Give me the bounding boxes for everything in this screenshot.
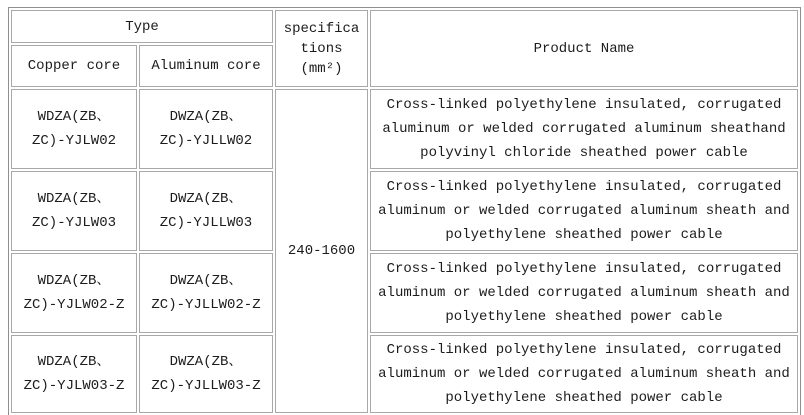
- product-name-cell: Cross-linked polyethylene insulated, corrugated aluminum or welded corrugated aluminum sheath and polyethylene sheathed power cable: [370, 335, 798, 413]
- copper-core-code-line: WDZA(ZB、: [37, 191, 111, 207]
- header-aluminum-core: Aluminum core: [139, 45, 273, 87]
- aluminum-core-code-line: ZC)-YJLLW02-Z: [151, 297, 261, 313]
- aluminum-core-code-line: ZC)-YJLLW03-Z: [151, 378, 261, 394]
- copper-core-code: [11, 89, 137, 169]
- copper-core-code-line: WDZA(ZB、: [37, 273, 111, 289]
- copper-core-code: [11, 335, 137, 413]
- header-type: Type: [11, 10, 273, 43]
- aluminum-core-code-line: DWZA(ZB、: [169, 273, 243, 289]
- copper-core-code: [11, 253, 137, 333]
- header-specifications-line: tions: [300, 40, 343, 57]
- header-product-name: Product Name: [370, 10, 798, 87]
- copper-core-code-line: ZC)-YJLW02: [31, 133, 116, 149]
- specifications-value: 240-1600: [275, 89, 368, 413]
- aluminum-core-code: [139, 89, 273, 169]
- copper-core-code-line: WDZA(ZB、: [37, 109, 111, 125]
- copper-core-code-line: WDZA(ZB、: [37, 354, 111, 370]
- product-name-cell: Cross-linked polyethylene insulated, corrugated aluminum or welded corrugated aluminum sheathand polyvinyl chloride sheathed power cable: [370, 89, 798, 169]
- table-row: [11, 171, 798, 251]
- product-name-cell: Cross-linked polyethylene insulated, corrugated aluminum or welded corrugated aluminum sheath and polyethylene sheathed power cable: [370, 253, 798, 333]
- aluminum-core-code: [139, 171, 273, 251]
- header-copper-core: Copper core: [11, 45, 137, 87]
- header-row-1: [11, 10, 798, 43]
- product-name-cell: Cross-linked polyethylene insulated, corrugated aluminum or welded corrugated aluminum sheath and polyethylene sheathed power cable: [370, 171, 798, 251]
- aluminum-core-code-line: DWZA(ZB、: [169, 191, 243, 207]
- copper-core-code: [11, 171, 137, 251]
- aluminum-core-code-line: ZC)-YJLLW03: [159, 215, 253, 231]
- table-row: [11, 253, 798, 333]
- header-specifications: [275, 10, 368, 87]
- aluminum-core-code: [139, 335, 273, 413]
- copper-core-code-line: ZC)-YJLW02-Z: [23, 297, 125, 313]
- header-specifications-line: specifica: [283, 20, 360, 37]
- aluminum-core-code-line: ZC)-YJLLW02: [159, 133, 253, 149]
- table-row: [11, 89, 798, 169]
- table-row: [11, 335, 798, 413]
- aluminum-core-code-line: DWZA(ZB、: [169, 109, 243, 125]
- aluminum-core-code-line: DWZA(ZB、: [169, 354, 243, 370]
- copper-core-code-line: ZC)-YJLW03: [31, 215, 116, 231]
- header-specifications-line: (mm²): [300, 60, 343, 77]
- product-spec-table: [8, 7, 801, 415]
- copper-core-code-line: ZC)-YJLW03-Z: [23, 378, 125, 394]
- aluminum-core-code: [139, 253, 273, 333]
